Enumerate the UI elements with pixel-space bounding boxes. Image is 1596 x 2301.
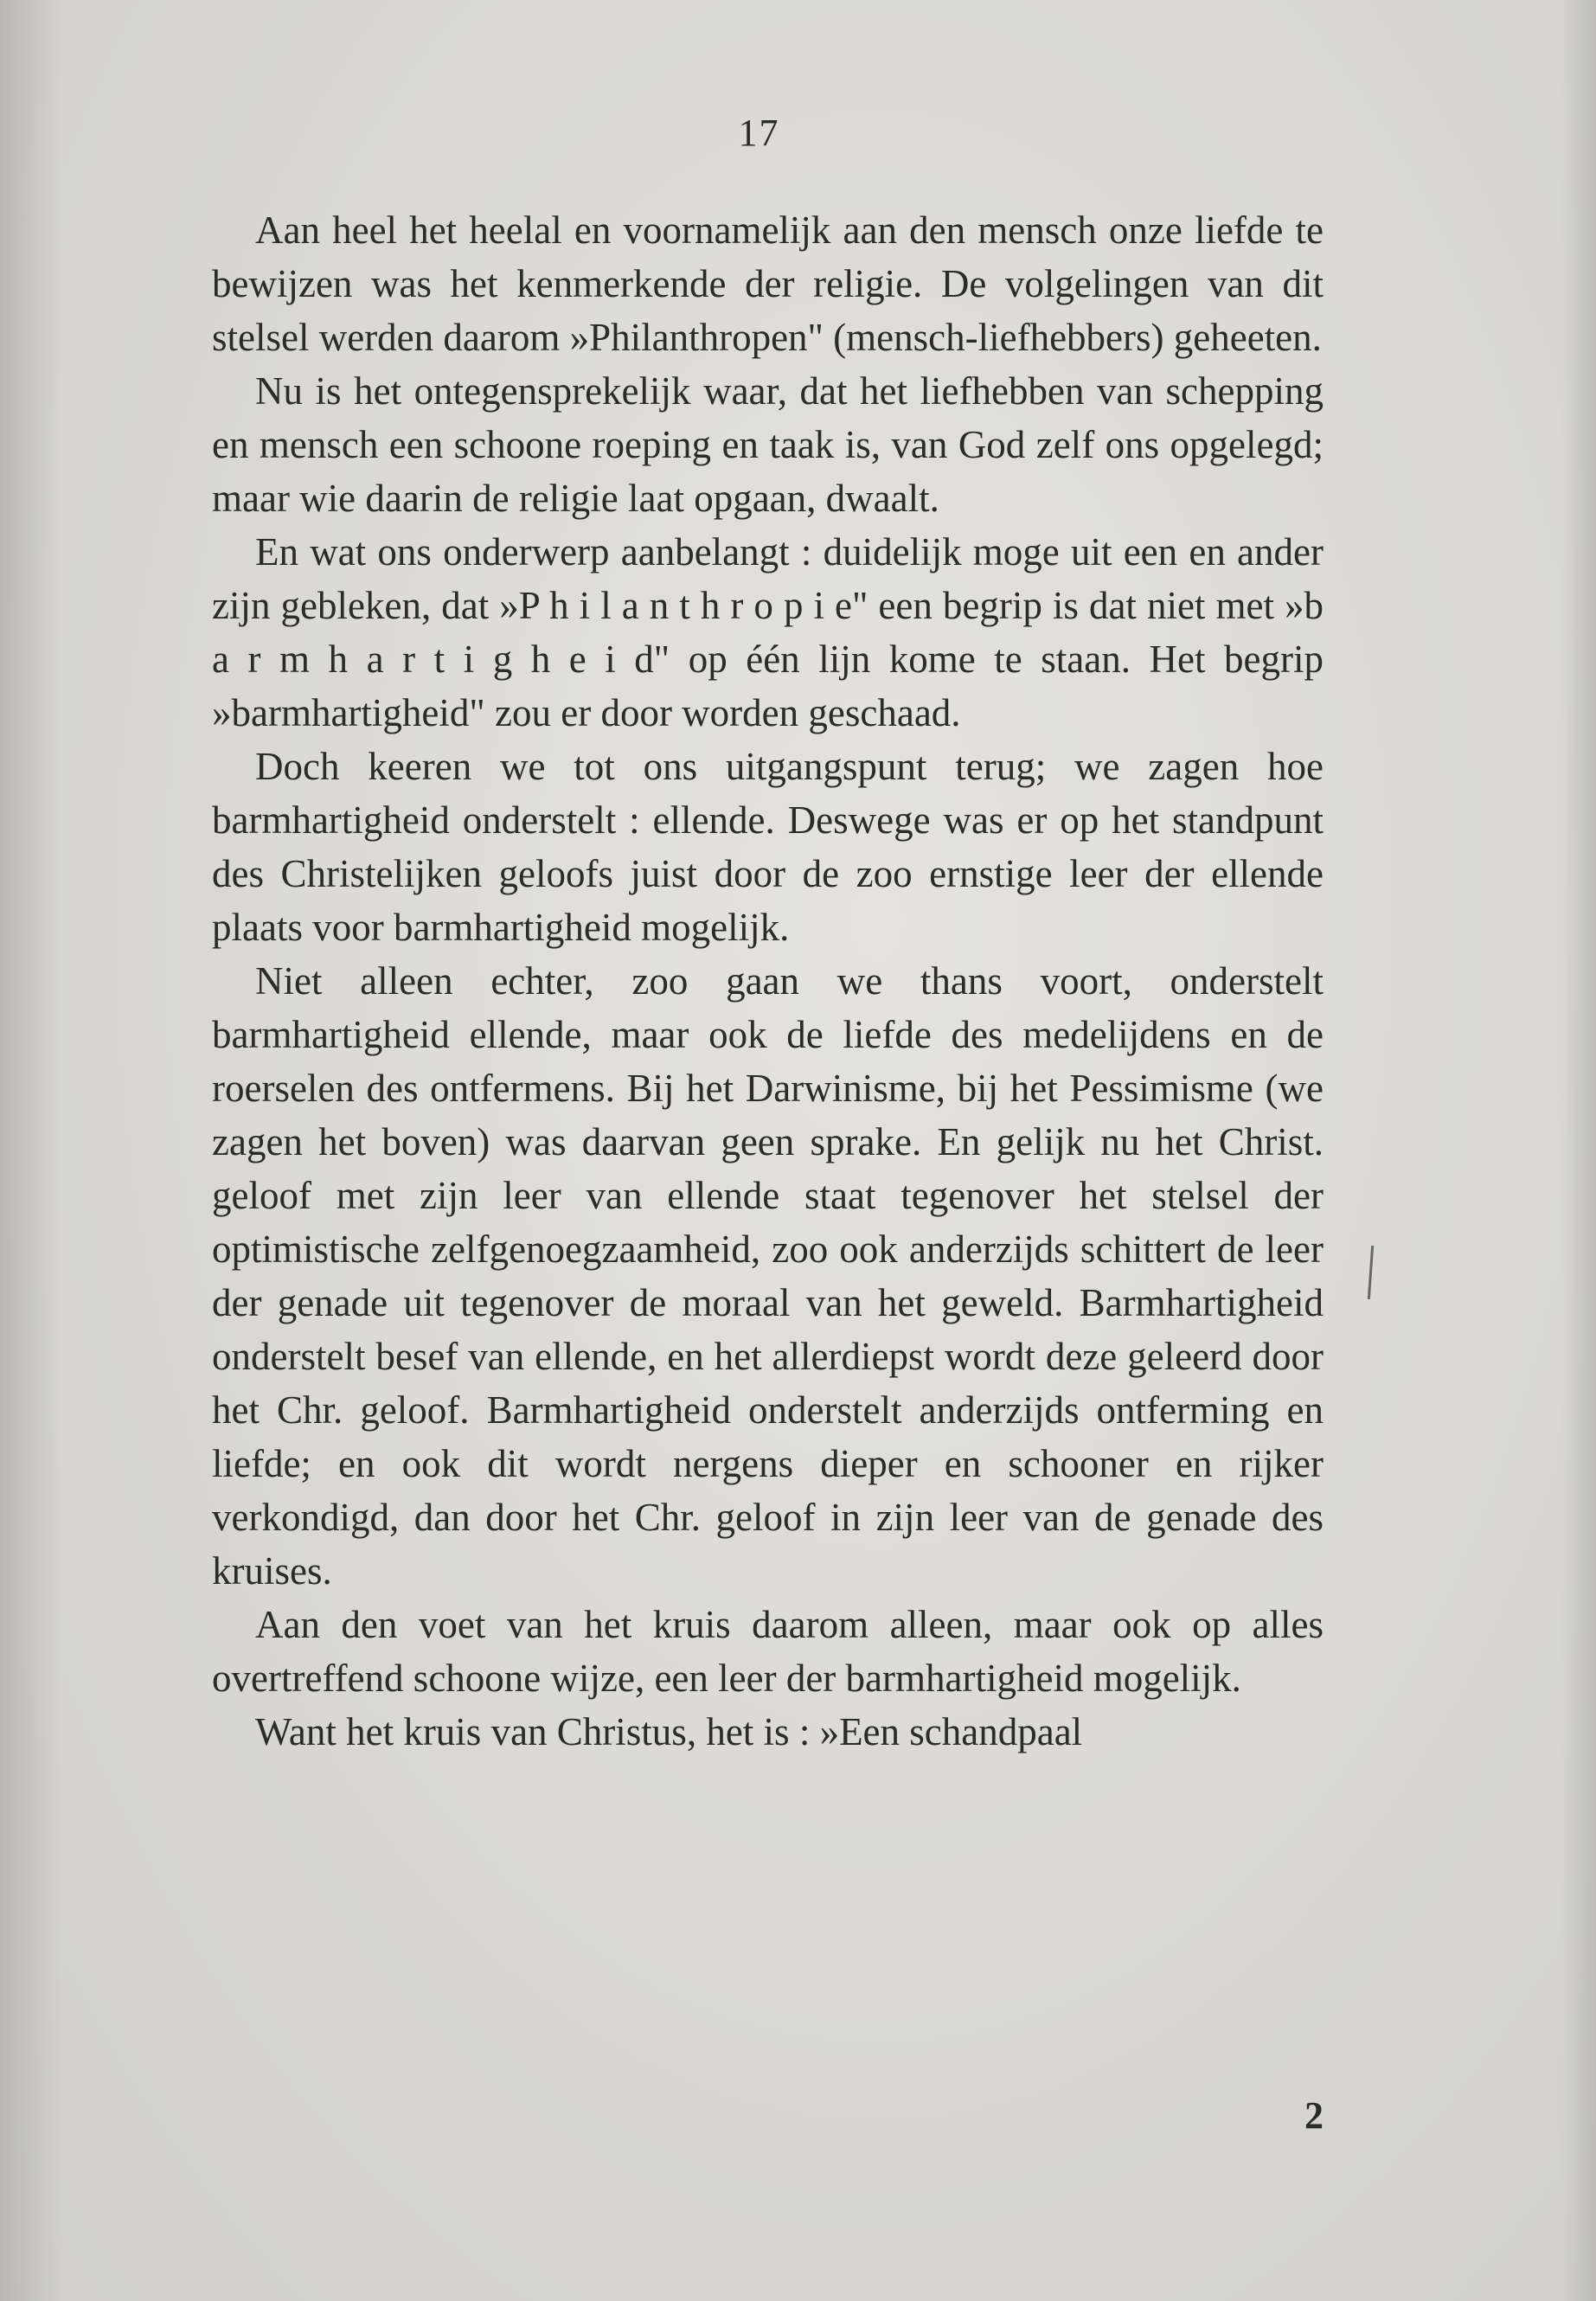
paragraph-philanthropen: Aan heel het heelal en voornamelijk aan den mensch onze liefde te bewijzen was het kenmerkende der religie. De volgelingen van dit stelsel werden daarom »Philanthropen" (mensch-liefhebbers) geheeten.: [212, 208, 1324, 359]
body-text: [212, 203, 1324, 1759]
margin-pencil-mark: [1368, 1246, 1374, 1299]
paragraph-uitgangspunt: Doch keeren we tot ons uitgangspunt terug; we zagen hoe barmhartigheid onderstelt : ellende. Deswege was er op het standpunt des Christelijken geloofs juist door de zoo ernstige leer der ellende plaats voor barmhartigheid mogelijk.: [212, 745, 1324, 949]
paragraph-ontegensprekelijk: Nu is het ontegensprekelijk waar, dat het liefhebben van schepping en mensch een schoone roeping en taak is, van God zelf ons opgelegd; maar wie daarin de religie laat opgaan, dwaalt.: [212, 369, 1324, 520]
paragraph-voet-van-het-kruis: Aan den voet van het kruis daarom alleen, maar ook op alles overtreffend schoone wijze, een leer der barmhartigheid mogelijk.: [212, 1603, 1324, 1700]
signature-mark: 2: [1304, 2094, 1324, 2137]
paragraph-want-het-kruis: Want het kruis van Christus, het is : »Een schandpaal: [255, 1710, 1083, 1753]
paragraph-onderwerp: En wat ons onderwerp aanbelangt : duidelijk moge uit een en ander zijn gebleken, dat »P h i l a n t h r o p i e" een begrip is dat niet met »b a r m h a r t i g h e i d" op één lijn kome te staan. Het begrip »barmhartigheid" zou er door worden geschaad.: [212, 530, 1324, 734]
page-number: 17: [738, 112, 780, 154]
paragraph-niet-alleen: Niet alleen echter, zoo gaan we thans voort, onderstelt barmhartigheid ellende, maar ook de liefde des medelijdens en de roerselen des ontfermens. Bij het Darwinisme, bij het Pessimisme (we zagen het boven) was daarvan geen sprake. En gelijk nu het Christ. geloof met zijn leer van ellende staat tegenover het stelsel der optimistische zelfgenoegzaamheid, zoo ook anderzijds schittert de leer der genade uit tegenover de moraal van het geweld. Barmhartigheid onderstelt besef van ellende, en het allerdiepst wordt deze geleerd door het Chr. geloof. Barmhartigheid onderstelt anderzijds ontferming en liefde; en ook dit wordt nergens dieper en schooner en rijker verkondigd, dan door het Chr. geloof in zijn leer van de genade des kruises.: [212, 959, 1324, 1593]
